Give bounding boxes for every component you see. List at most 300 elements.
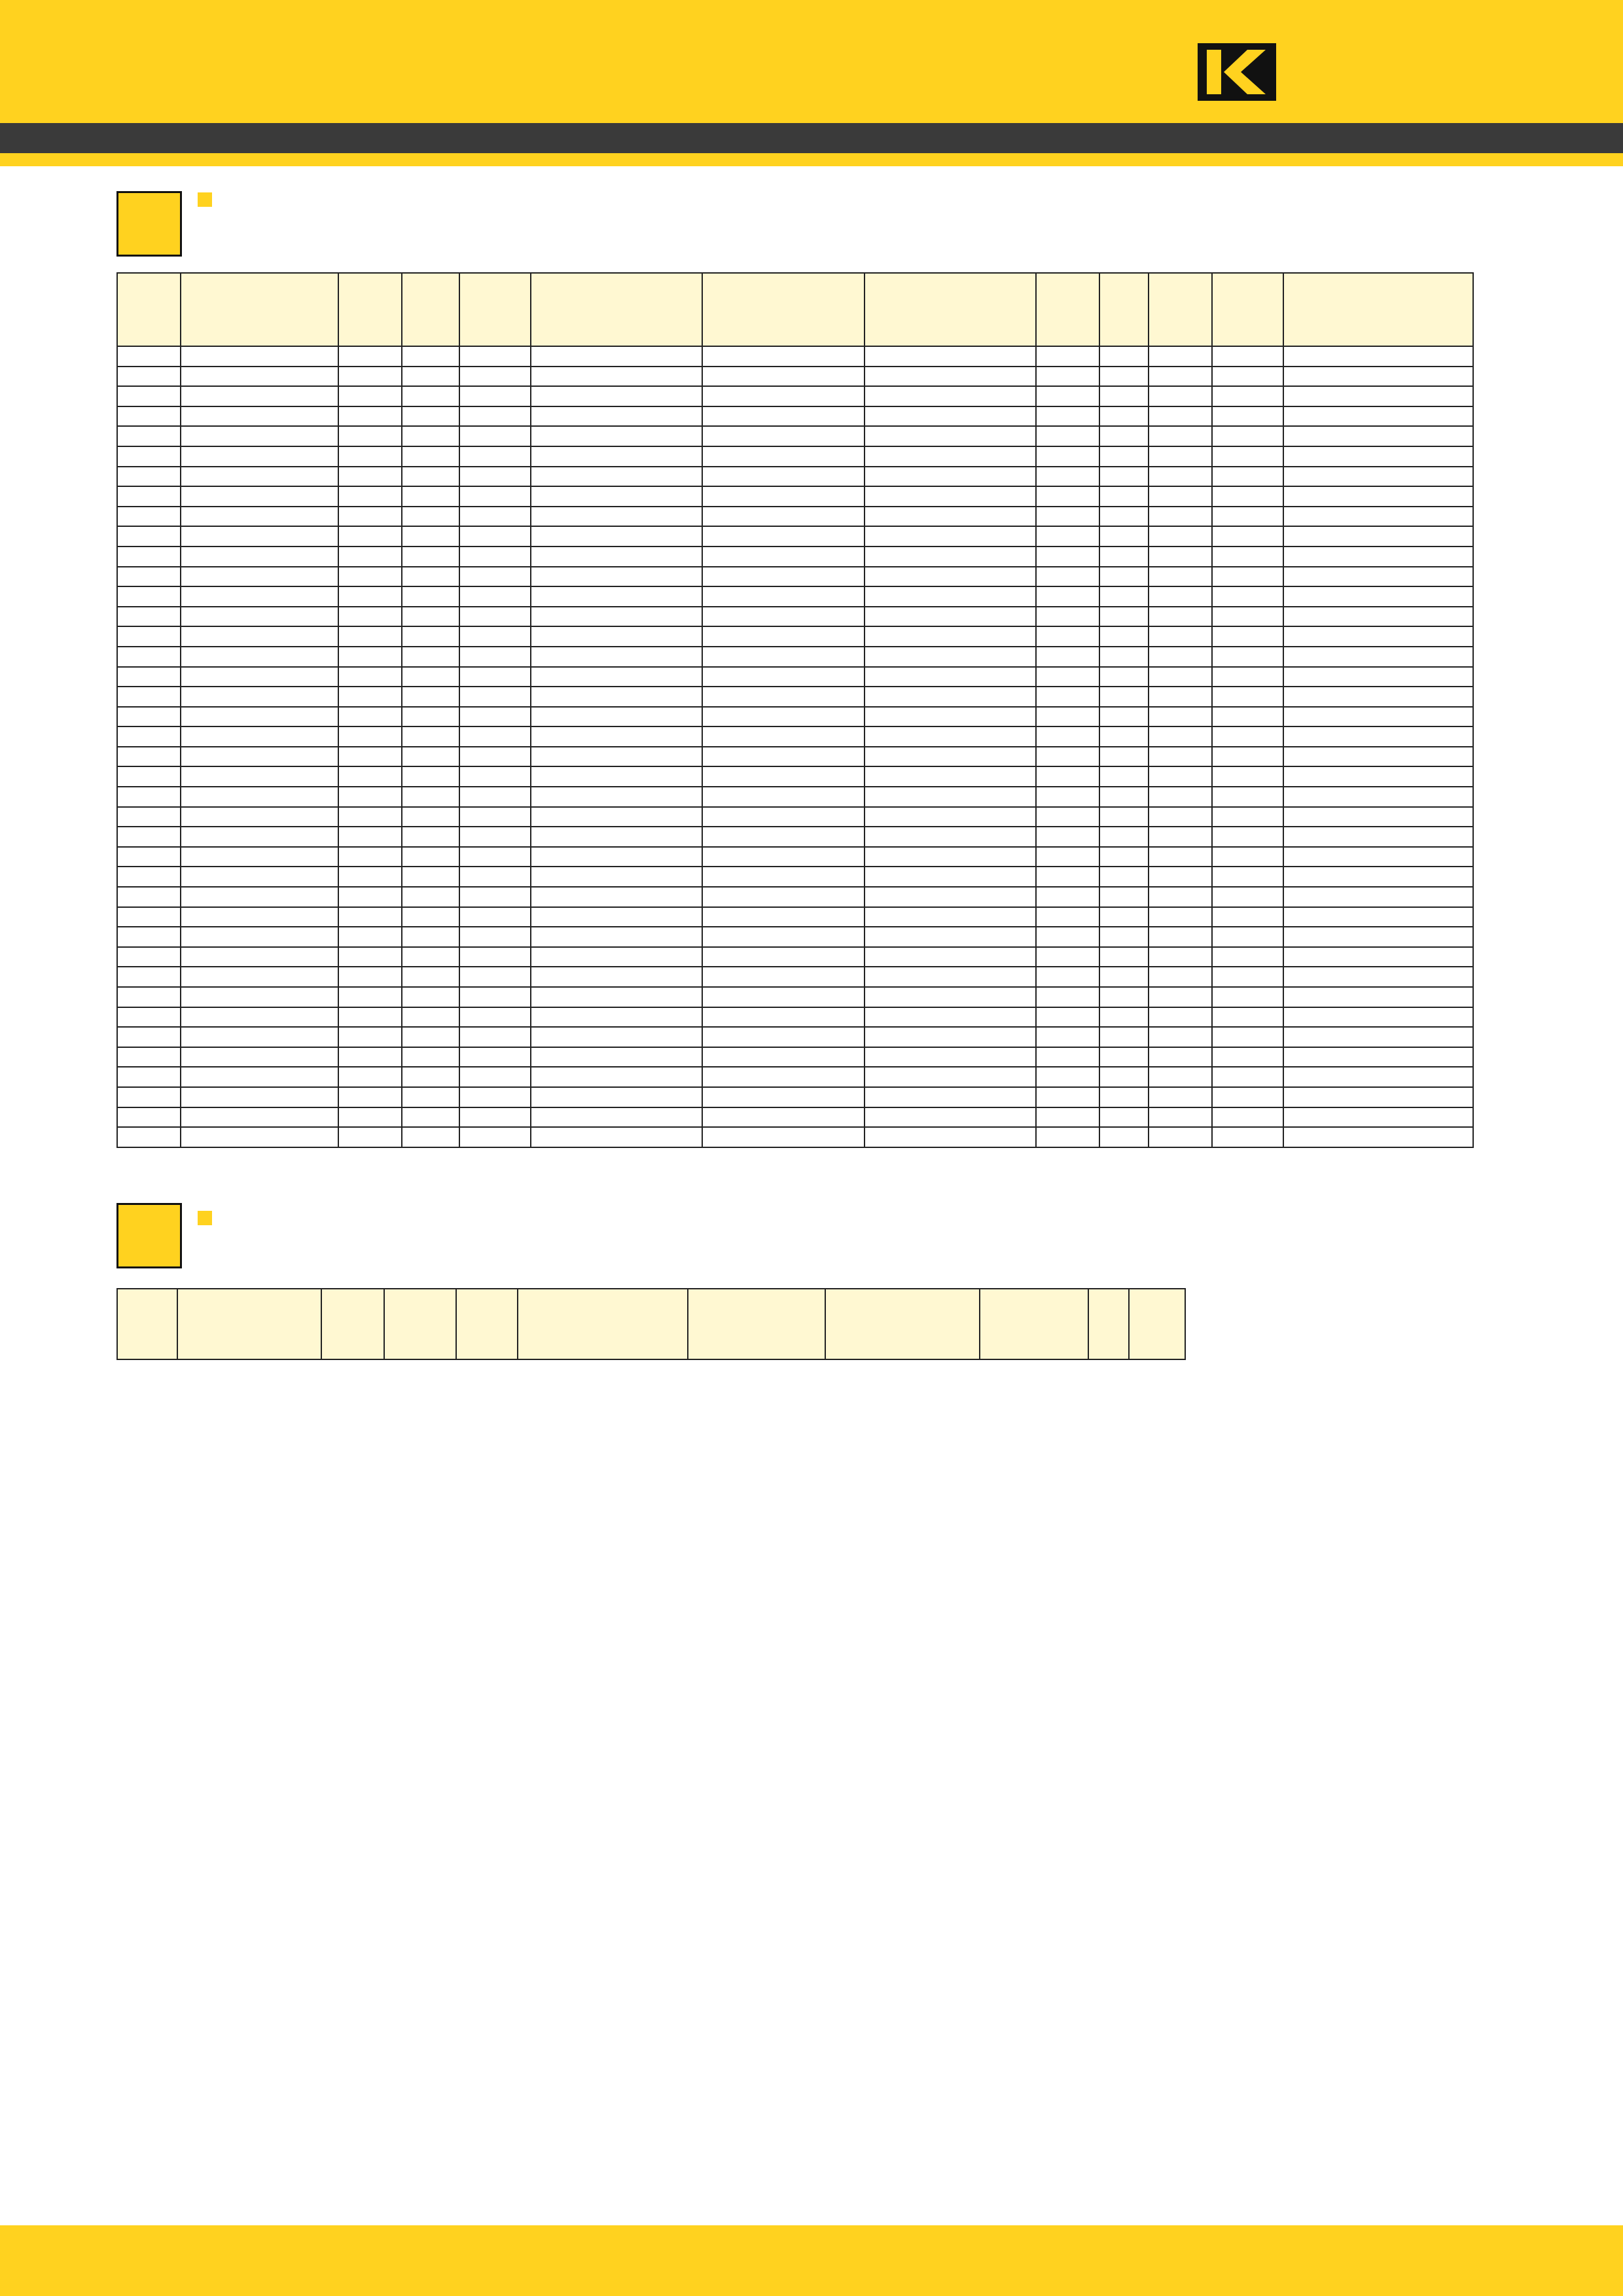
table-cell xyxy=(865,626,1036,647)
table-cell xyxy=(459,1087,531,1107)
column-header xyxy=(117,273,181,346)
table-cell xyxy=(865,526,1036,547)
table-cell xyxy=(1149,967,1212,987)
table-row xyxy=(117,386,1473,406)
table-cell xyxy=(1283,947,1473,967)
table-cell xyxy=(865,707,1036,727)
table-row xyxy=(117,907,1473,927)
table-cell xyxy=(338,947,402,967)
table-cell xyxy=(865,667,1036,687)
column-header xyxy=(384,1289,456,1359)
table-cell xyxy=(181,486,338,507)
column-header xyxy=(177,1289,321,1359)
table-cell xyxy=(1149,1127,1212,1147)
table-cell xyxy=(865,446,1036,467)
table-row xyxy=(117,1067,1473,1087)
table-cell xyxy=(117,967,181,987)
table-cell xyxy=(1212,907,1283,927)
table-cell xyxy=(459,766,531,787)
table-cell xyxy=(181,726,338,747)
table-cell xyxy=(1149,1047,1212,1067)
table-cell xyxy=(531,667,702,687)
table-cell xyxy=(1036,446,1099,467)
table-cell xyxy=(1149,707,1212,727)
table-cell xyxy=(1099,586,1149,607)
table-cell xyxy=(338,1107,402,1128)
table-cell xyxy=(338,1067,402,1087)
table-cell xyxy=(531,687,702,707)
table-cell xyxy=(402,927,459,947)
table-cell xyxy=(531,367,702,387)
table-cell xyxy=(702,667,865,687)
table-cell xyxy=(459,847,531,867)
table-cell xyxy=(1283,1107,1473,1128)
table-cell xyxy=(338,887,402,907)
table-cell xyxy=(1283,726,1473,747)
table-cell xyxy=(1149,807,1212,827)
table-cell xyxy=(1149,1027,1212,1047)
table-cell xyxy=(117,386,181,406)
table-cell xyxy=(181,766,338,787)
table-row xyxy=(117,507,1473,527)
column-header xyxy=(1099,273,1149,346)
table-cell xyxy=(702,446,865,467)
table-row xyxy=(117,927,1473,947)
table-cell xyxy=(865,847,1036,867)
table-row xyxy=(117,446,1473,467)
table-cell xyxy=(531,1027,702,1047)
header-dark-band xyxy=(0,123,1623,153)
table-row xyxy=(117,847,1473,867)
table-cell xyxy=(117,887,181,907)
table-cell xyxy=(702,567,865,587)
table-cell xyxy=(181,1087,338,1107)
table-cell xyxy=(531,446,702,467)
table-cell xyxy=(1283,1047,1473,1067)
table-cell xyxy=(1283,747,1473,767)
table-cell xyxy=(1212,426,1283,446)
table-cell xyxy=(181,346,338,367)
table-cell xyxy=(1212,467,1283,487)
table-cell xyxy=(1149,947,1212,967)
table-cell xyxy=(702,987,865,1007)
table-row xyxy=(117,987,1473,1007)
column-header xyxy=(117,1289,177,1359)
table-cell xyxy=(1212,346,1283,367)
table-cell xyxy=(459,406,531,427)
table-cell xyxy=(459,907,531,927)
table-cell xyxy=(1149,847,1212,867)
table-cell xyxy=(1149,667,1212,687)
table-cell xyxy=(865,787,1036,807)
table-cell xyxy=(1036,927,1099,947)
table-cell xyxy=(1036,667,1099,687)
table-cell xyxy=(1212,1087,1283,1107)
table-cell xyxy=(1283,406,1473,427)
table-cell xyxy=(181,526,338,547)
table-cell xyxy=(865,967,1036,987)
table-cell xyxy=(1283,707,1473,727)
table-cell xyxy=(1212,1067,1283,1087)
table-cell xyxy=(459,787,531,807)
table-cell xyxy=(1036,547,1099,567)
table-cell xyxy=(1149,726,1212,747)
table-cell xyxy=(181,607,338,627)
table-cell xyxy=(1149,987,1212,1007)
table-cell xyxy=(1099,486,1149,507)
table-cell xyxy=(1099,1087,1149,1107)
table-cell xyxy=(1212,1127,1283,1147)
table-cell xyxy=(1283,887,1473,907)
table-cell xyxy=(1149,687,1212,707)
table-cell xyxy=(181,847,338,867)
table-row xyxy=(117,626,1473,647)
table-cell xyxy=(1283,807,1473,827)
table-cell xyxy=(402,707,459,727)
table-row xyxy=(117,567,1473,587)
table-cell xyxy=(459,607,531,627)
table-cell xyxy=(117,1047,181,1067)
table-cell xyxy=(181,887,338,907)
table-cell xyxy=(338,406,402,427)
table-cell xyxy=(402,1047,459,1067)
table-cell xyxy=(117,947,181,967)
table-cell xyxy=(1283,1027,1473,1047)
table-cell xyxy=(1099,787,1149,807)
table-cell xyxy=(117,426,181,446)
table-cell xyxy=(1036,647,1099,667)
column-header xyxy=(865,273,1036,346)
table-row xyxy=(117,346,1473,367)
table-cell xyxy=(338,426,402,446)
table-cell xyxy=(702,907,865,927)
table-cell xyxy=(1036,847,1099,867)
table-cell xyxy=(1036,827,1099,847)
table-cell xyxy=(1283,907,1473,927)
table-cell xyxy=(1283,927,1473,947)
table-cell xyxy=(1283,687,1473,707)
table-cell xyxy=(1149,547,1212,567)
table-cell xyxy=(338,446,402,467)
table-row xyxy=(117,887,1473,907)
table-cell xyxy=(459,726,531,747)
table-cell xyxy=(402,947,459,967)
table-cell xyxy=(459,747,531,767)
table-cell xyxy=(459,987,531,1007)
table-cell xyxy=(1283,386,1473,406)
table-cell xyxy=(865,507,1036,527)
table-row xyxy=(117,1027,1473,1047)
table-cell xyxy=(338,1007,402,1028)
table-cell xyxy=(531,947,702,967)
table-cell xyxy=(702,766,865,787)
yellow-square-icon xyxy=(198,192,212,207)
table-cell xyxy=(1099,386,1149,406)
table-cell xyxy=(1212,526,1283,547)
table-cell xyxy=(1212,766,1283,787)
table-cell xyxy=(1099,807,1149,827)
table-cell xyxy=(1212,406,1283,427)
table-cell xyxy=(117,486,181,507)
table-cell xyxy=(1212,827,1283,847)
table-cell xyxy=(702,847,865,867)
table-cell xyxy=(1149,927,1212,947)
table-cell xyxy=(531,766,702,787)
table-cell xyxy=(1036,586,1099,607)
table-cell xyxy=(117,766,181,787)
table-cell xyxy=(1149,386,1212,406)
table-cell xyxy=(531,747,702,767)
table-cell xyxy=(402,607,459,627)
table-cell xyxy=(1283,967,1473,987)
table-cell xyxy=(531,1067,702,1087)
table-cell xyxy=(459,426,531,446)
table-cell xyxy=(338,346,402,367)
table-cell xyxy=(865,907,1036,927)
table-cell xyxy=(338,807,402,827)
table-cell xyxy=(117,726,181,747)
table-cell xyxy=(531,547,702,567)
table-cell xyxy=(402,626,459,647)
table-cell xyxy=(531,927,702,947)
table-cell xyxy=(459,586,531,607)
table-cell xyxy=(1099,626,1149,647)
footer-yellow-band xyxy=(0,2225,1623,2296)
table-cell xyxy=(1283,346,1473,367)
table-cell xyxy=(1036,787,1099,807)
table-cell xyxy=(1099,766,1149,787)
table-cell xyxy=(1036,887,1099,907)
table-cell xyxy=(1212,1107,1283,1128)
table-cell xyxy=(181,1127,338,1147)
table-cell xyxy=(1099,747,1149,767)
table-cell xyxy=(181,406,338,427)
table-cell xyxy=(1149,1107,1212,1128)
table-cell xyxy=(402,1067,459,1087)
table-cell xyxy=(1283,647,1473,667)
table-row xyxy=(117,1087,1473,1107)
table-cell xyxy=(1283,1127,1473,1147)
table-cell xyxy=(1099,406,1149,427)
table-cell xyxy=(117,787,181,807)
table-cell xyxy=(865,807,1036,827)
table-cell xyxy=(338,867,402,887)
table-cell xyxy=(1149,747,1212,767)
table-cell xyxy=(1212,787,1283,807)
table-cell xyxy=(702,426,865,446)
table-cell xyxy=(865,867,1036,887)
table-cell xyxy=(1036,1067,1099,1087)
table-cell xyxy=(1283,367,1473,387)
table-cell xyxy=(1099,346,1149,367)
table-cell xyxy=(865,947,1036,967)
table-cell xyxy=(181,807,338,827)
table-cell xyxy=(531,647,702,667)
table-cell xyxy=(402,807,459,827)
table-cell xyxy=(1036,386,1099,406)
table-cell xyxy=(1212,507,1283,527)
column-header xyxy=(980,1289,1088,1359)
column-header xyxy=(1212,273,1283,346)
table-cell xyxy=(459,887,531,907)
table-cell xyxy=(865,1107,1036,1128)
table-cell xyxy=(181,947,338,967)
table-cell xyxy=(1099,547,1149,567)
table-cell xyxy=(1099,1067,1149,1087)
table-row xyxy=(117,607,1473,627)
table-cell xyxy=(531,526,702,547)
table-cell xyxy=(117,1067,181,1087)
column-header xyxy=(825,1289,980,1359)
table-cell xyxy=(865,987,1036,1007)
table-cell xyxy=(1283,467,1473,487)
table-cell xyxy=(702,867,865,887)
table-row xyxy=(117,747,1473,767)
table-cell xyxy=(1212,847,1283,867)
table-cell xyxy=(402,426,459,446)
table-cell xyxy=(1149,1007,1212,1028)
table-cell xyxy=(1212,747,1283,767)
table-cell xyxy=(117,586,181,607)
table-cell xyxy=(181,367,338,387)
column-header xyxy=(456,1289,518,1359)
table-cell xyxy=(1212,667,1283,687)
table-cell xyxy=(402,647,459,667)
table-cell xyxy=(1036,687,1099,707)
table-cell xyxy=(1099,647,1149,667)
table-cell xyxy=(1099,526,1149,547)
table-cell xyxy=(1099,907,1149,927)
table-cell xyxy=(702,927,865,947)
table-cell xyxy=(1283,827,1473,847)
table-cell xyxy=(865,1067,1036,1087)
table-cell xyxy=(702,367,865,387)
table-cell xyxy=(181,386,338,406)
table-cell xyxy=(1149,827,1212,847)
table-cell xyxy=(117,507,181,527)
table-cell xyxy=(531,807,702,827)
table-cell xyxy=(117,707,181,727)
table-cell xyxy=(865,346,1036,367)
table-cell xyxy=(702,1127,865,1147)
table-cell xyxy=(1149,507,1212,527)
table-cell xyxy=(117,987,181,1007)
table-cell xyxy=(402,486,459,507)
table-cell xyxy=(702,346,865,367)
table-cell xyxy=(1099,1047,1149,1067)
table-cell xyxy=(1149,787,1212,807)
column-header xyxy=(702,273,865,346)
table-cell xyxy=(1149,586,1212,607)
table-cell xyxy=(402,526,459,547)
table-cell xyxy=(338,467,402,487)
table-cell xyxy=(117,446,181,467)
table-cell xyxy=(1099,467,1149,487)
table-cell xyxy=(531,486,702,507)
table-cell xyxy=(1212,967,1283,987)
table-cell xyxy=(865,386,1036,406)
table-cell xyxy=(402,386,459,406)
table-cell xyxy=(702,807,865,827)
table-cell xyxy=(531,987,702,1007)
table-cell xyxy=(1212,1007,1283,1028)
table-cell xyxy=(338,626,402,647)
table-cell xyxy=(402,766,459,787)
table-cell xyxy=(459,486,531,507)
table-cell xyxy=(865,406,1036,427)
table-cell xyxy=(1036,867,1099,887)
table-cell xyxy=(117,526,181,547)
table-cell xyxy=(1036,426,1099,446)
table-cell xyxy=(338,847,402,867)
table-row xyxy=(117,967,1473,987)
table-cell xyxy=(1099,367,1149,387)
table-cell xyxy=(402,586,459,607)
table-cell xyxy=(1283,426,1473,446)
table-cell xyxy=(338,667,402,687)
table-cell xyxy=(531,726,702,747)
table-cell xyxy=(459,687,531,707)
table-cell xyxy=(402,467,459,487)
table-cell xyxy=(1036,567,1099,587)
table-cell xyxy=(459,467,531,487)
table-cell xyxy=(1036,1047,1099,1067)
table-cell xyxy=(702,967,865,987)
table-cell xyxy=(338,967,402,987)
table-cell xyxy=(865,647,1036,667)
table-cell xyxy=(459,827,531,847)
table-cell xyxy=(402,567,459,587)
table-cell xyxy=(402,667,459,687)
table-row xyxy=(117,827,1473,847)
table-cell xyxy=(702,1007,865,1028)
table-cell xyxy=(338,787,402,807)
table-cell xyxy=(1283,847,1473,867)
table-cell xyxy=(402,747,459,767)
table-cell xyxy=(338,1027,402,1047)
table-cell xyxy=(865,1047,1036,1067)
table-cell xyxy=(459,626,531,647)
table-cell xyxy=(181,647,338,667)
table-cell xyxy=(402,1127,459,1147)
table-cell xyxy=(702,947,865,967)
table-cell xyxy=(1149,647,1212,667)
table-cell xyxy=(1212,947,1283,967)
table-cell xyxy=(1283,626,1473,647)
table-cell xyxy=(181,446,338,467)
table-cell xyxy=(181,1067,338,1087)
table-cell xyxy=(702,1087,865,1107)
table-row xyxy=(117,426,1473,446)
table-cell xyxy=(1036,807,1099,827)
table-cell xyxy=(702,626,865,647)
table-cell xyxy=(1283,547,1473,567)
table-cell xyxy=(865,547,1036,567)
table-cell xyxy=(181,967,338,987)
table-cell xyxy=(531,1087,702,1107)
table-cell xyxy=(1149,346,1212,367)
table-cell xyxy=(181,747,338,767)
table-cell xyxy=(338,486,402,507)
table-cell xyxy=(865,567,1036,587)
table-cell xyxy=(402,507,459,527)
table-row xyxy=(117,947,1473,967)
table-cell xyxy=(181,867,338,887)
table-cell xyxy=(1149,426,1212,446)
table-cell xyxy=(531,626,702,647)
table-cell xyxy=(117,367,181,387)
table-cell xyxy=(1283,1087,1473,1107)
